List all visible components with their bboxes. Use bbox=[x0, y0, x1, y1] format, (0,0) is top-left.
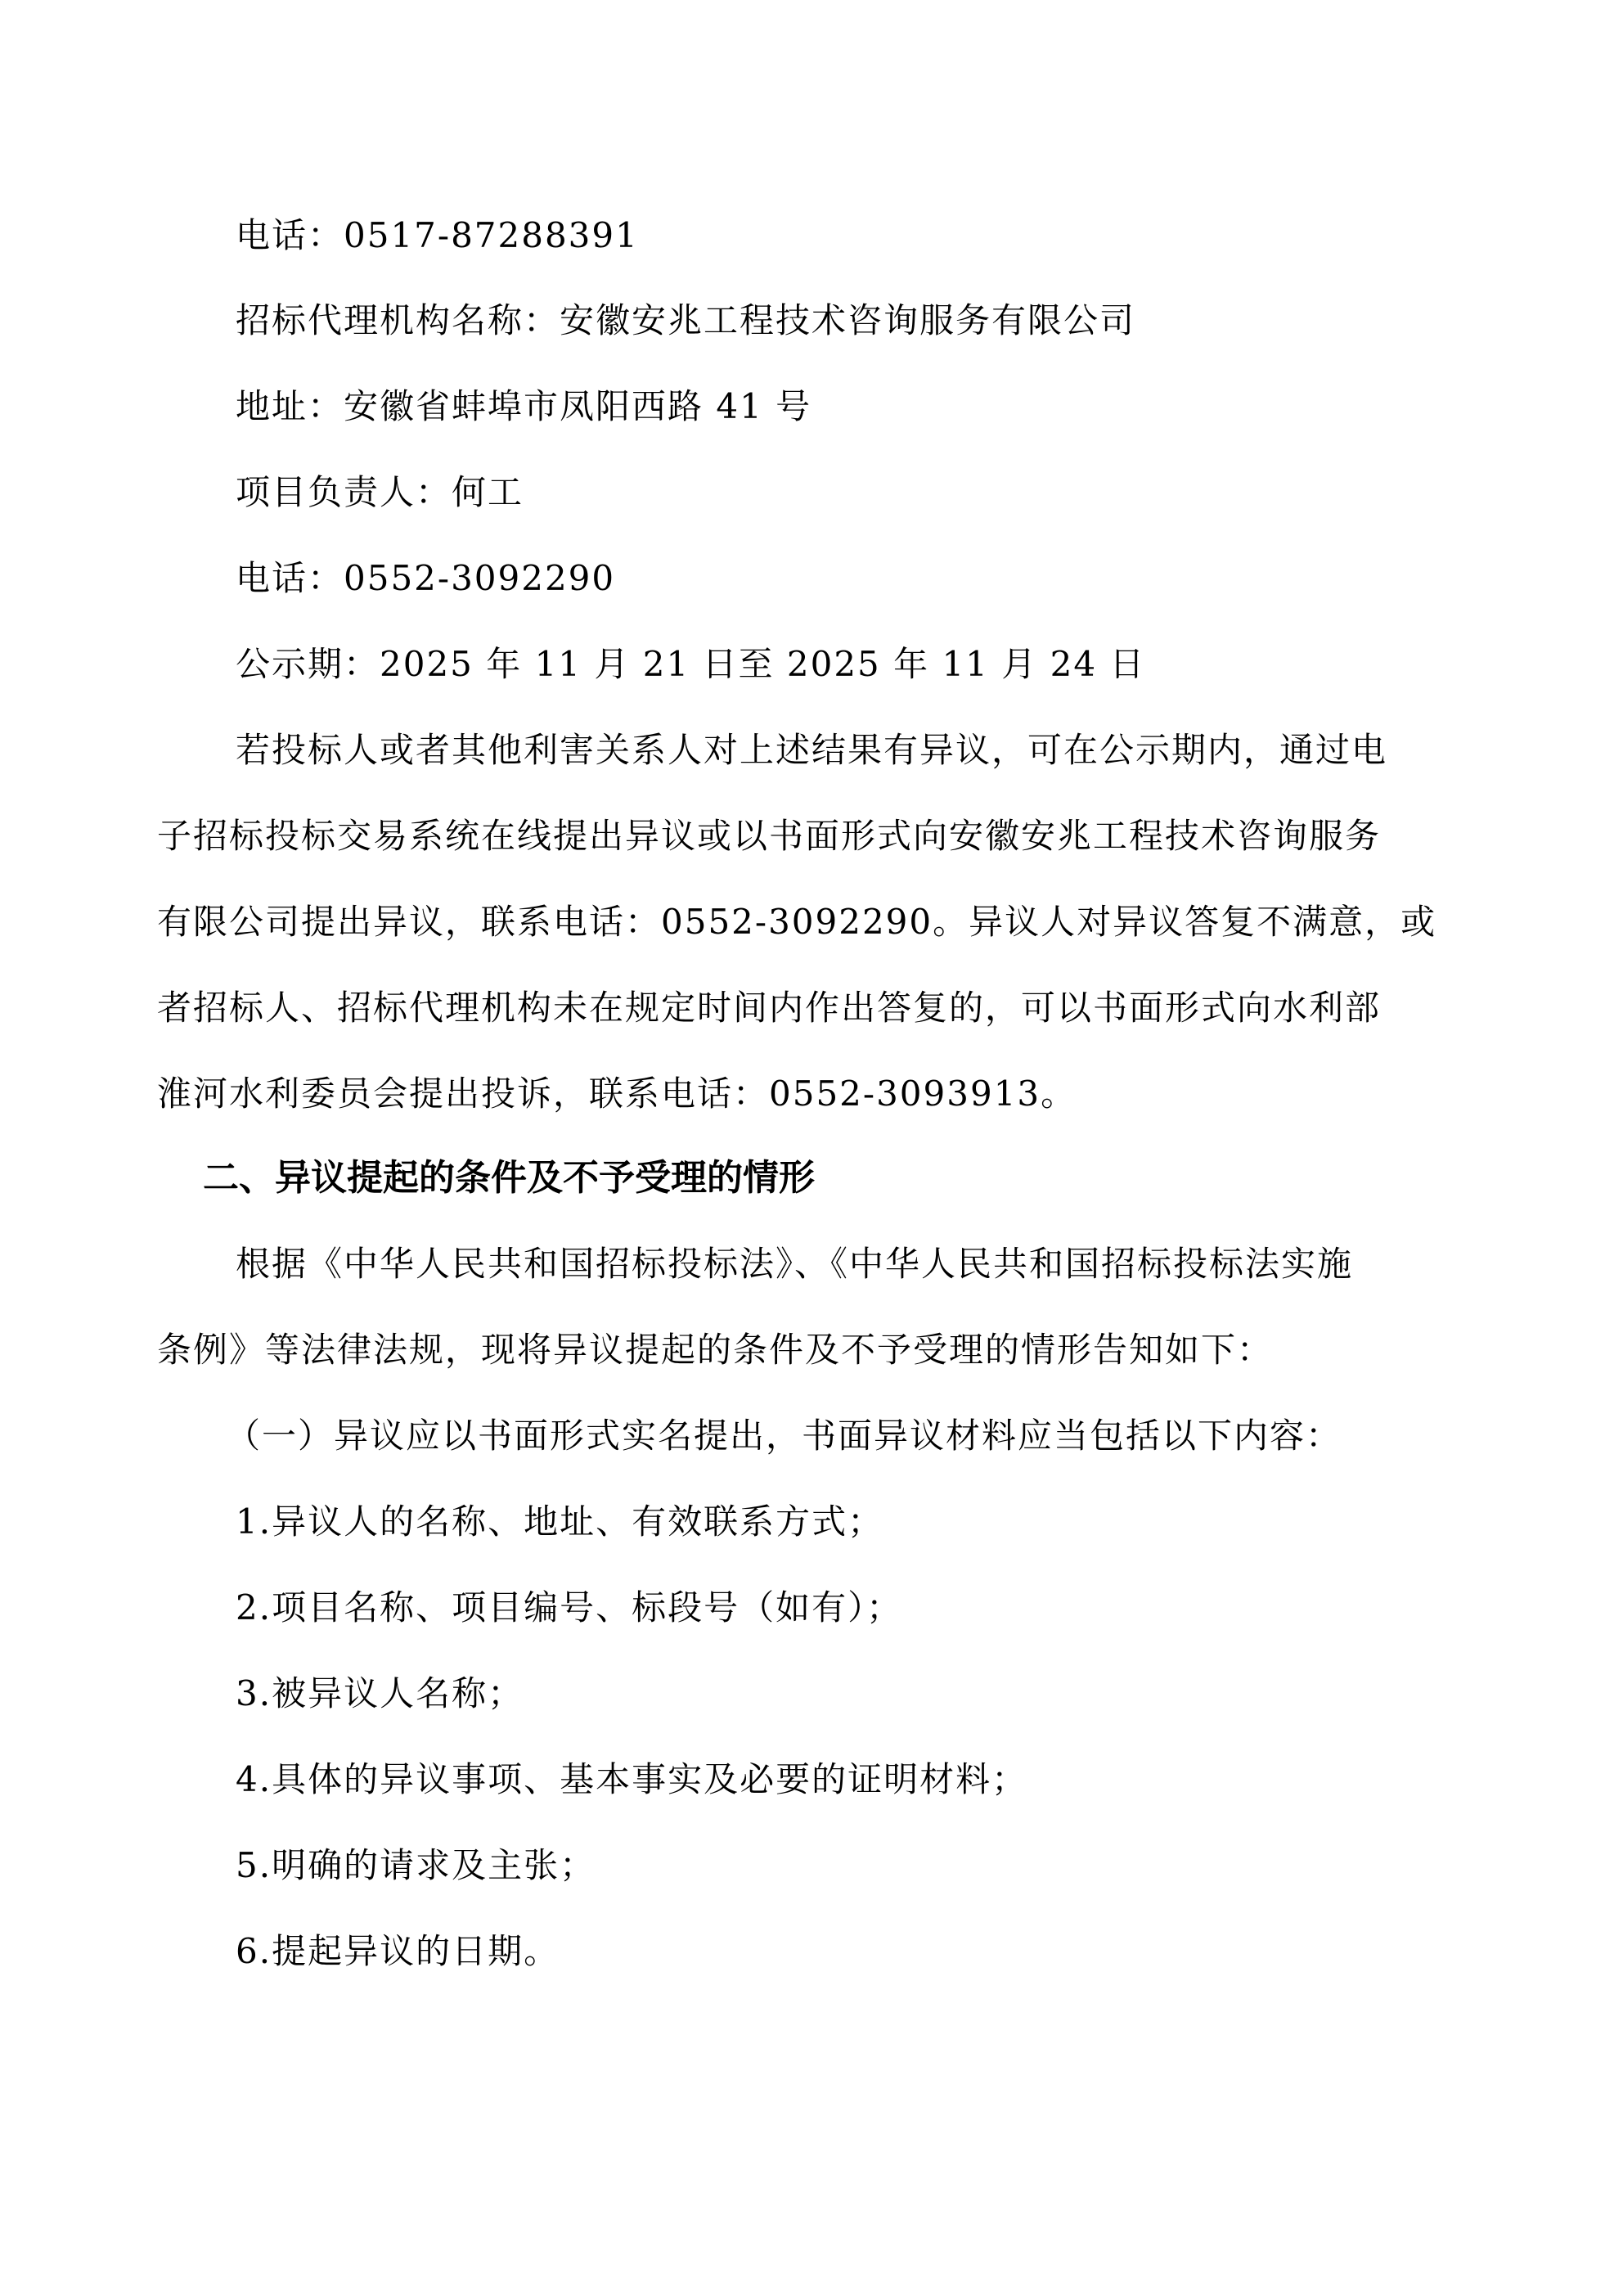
subsection-heading: （一）异议应以书面形式实名提出，书面异议材料应当包括以下内容： bbox=[226, 1416, 1342, 1456]
section-heading: 二、异议提起的条件及不予受理的情形 bbox=[203, 1157, 815, 1199]
intro-paragraph-line: 条例》等法律法规，现将异议提起的条件及不予受理的情形告知如下： bbox=[157, 1330, 1274, 1370]
objection-paragraph-line: 者招标人、招标代理机构未在规定时间内作出答复的，可以书面形式向水利部 bbox=[157, 988, 1382, 1028]
intro-paragraph-line: 根据《中华人民共和国招标投标法》、《中华人民共和国招标投标法实施 bbox=[236, 1244, 1354, 1284]
address-line: 地址：安徽省蚌埠市凤阳西路 41 号 bbox=[236, 386, 812, 426]
list-item: 6.提起异议的日期。 bbox=[236, 1931, 560, 1971]
objection-paragraph-line: 若投标人或者其他利害关系人对上述结果有异议，可在公示期内，通过电 bbox=[236, 730, 1388, 770]
publicity-period-line: 公示期：2025 年 11 月 21 日至 2025 年 11 月 24 日 bbox=[236, 644, 1146, 684]
phone-line-2: 电话：0552-3092290 bbox=[236, 558, 616, 598]
list-item: 3.被异议人名称； bbox=[236, 1673, 524, 1713]
project-lead-line: 项目负责人：何工 bbox=[236, 472, 524, 512]
list-item: 5.明确的请求及主张； bbox=[236, 1845, 596, 1885]
phone-line-1: 电话：0517-87288391 bbox=[236, 215, 639, 255]
objection-paragraph-line: 有限公司提出异议，联系电话：0552-3092290。异议人对异议答复不满意，或 bbox=[157, 902, 1437, 942]
list-item: 1.异议人的名称、地址、有效联系方式； bbox=[236, 1501, 884, 1542]
agency-name-line: 招标代理机构名称：安徽安兆工程技术咨询服务有限公司 bbox=[236, 300, 1136, 340]
objection-paragraph-line: 淮河水利委员会提出投诉，联系电话：0552-3093913。 bbox=[157, 1074, 1077, 1114]
list-item: 4.具体的异议事项、基本事实及必要的证明材料； bbox=[236, 1759, 1028, 1799]
list-item: 2.项目名称、项目编号、标段号（如有）； bbox=[236, 1587, 903, 1627]
objection-paragraph-line: 子招标投标交易系统在线提出异议或以书面形式向安徽安兆工程技术咨询服务 bbox=[157, 816, 1382, 856]
